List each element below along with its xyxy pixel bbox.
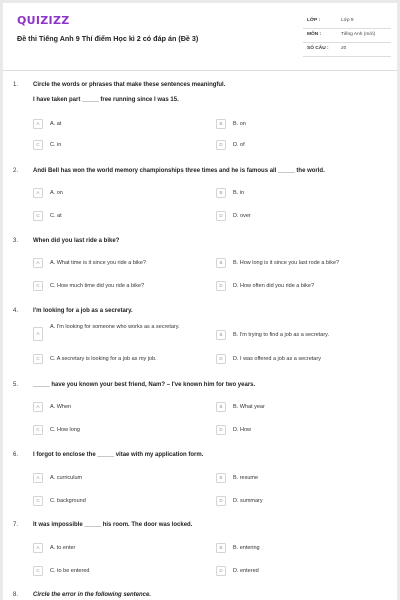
option-d-badge: D <box>216 496 226 506</box>
meta-subject-row <box>303 29 391 43</box>
question-number: 8. <box>13 592 19 598</box>
option-c-text: C. How much time did you ride a bike? <box>50 283 145 289</box>
option-a[interactable] <box>33 188 203 200</box>
option-a-text: A. What time is it since you ride a bike? <box>50 260 146 266</box>
question-text: I forgot to enclose the _____ vitae with my application form. <box>33 452 204 458</box>
option-c-badge: C <box>33 354 43 364</box>
option-d[interactable] <box>216 281 386 293</box>
meta-class-label: LỚP : <box>307 18 321 23</box>
question-number: 2. <box>13 168 19 174</box>
option-b[interactable] <box>216 473 386 485</box>
option-b-badge: B <box>216 330 226 340</box>
quizizz-logo: QUIZIZZ <box>17 14 70 27</box>
option-d-text: D. entered <box>233 568 259 574</box>
option-a[interactable] <box>33 258 203 270</box>
option-c-text: C. background <box>50 498 86 504</box>
meta-subject-value: Tiếng Anh (mới) <box>341 32 376 37</box>
document-title: Đề thi Tiếng Anh 9 Thí điểm Học kì 2 có đáp án (Đề 3) <box>17 34 199 43</box>
option-b-text: B. How long is it since you last rode a bike? <box>233 260 340 266</box>
option-d-badge: D <box>216 566 226 576</box>
option-c[interactable] <box>33 496 203 508</box>
question-text: It was impossible _____ his room. The door was locked. <box>33 522 193 528</box>
option-c-text: C. in <box>50 142 62 148</box>
option-d-badge: D <box>216 140 226 150</box>
option-a-badge: A <box>33 473 43 483</box>
option-d-badge: D <box>216 281 226 291</box>
option-c-text: C. How long <box>50 427 80 433</box>
question-text: Andi Bell has won the world memory championships three times and he is famous all _____ the world. <box>33 168 325 174</box>
option-c[interactable] <box>33 566 203 578</box>
option-a-badge: A <box>33 402 43 412</box>
option-a[interactable] <box>33 473 203 485</box>
option-c-badge: C <box>33 211 43 221</box>
header-divider <box>3 70 397 71</box>
option-a[interactable] <box>33 402 203 414</box>
option-a-text: A. When <box>50 404 72 410</box>
question-text: I'm looking for a job as a secretary. <box>33 308 133 314</box>
option-c[interactable] <box>33 281 203 293</box>
option-a-badge: A <box>33 188 43 198</box>
question-text: _____ have you known your best friend, Nam? – I've known him for two years. <box>33 382 256 388</box>
option-d[interactable] <box>216 566 386 578</box>
option-b-badge: B <box>216 402 226 412</box>
meta-count-label: SỐ CÂU : <box>307 46 329 51</box>
option-c[interactable] <box>33 211 203 223</box>
option-d[interactable] <box>216 425 386 437</box>
meta-subject-label: MÔN : <box>307 32 322 37</box>
option-d-text: D. How <box>233 427 252 433</box>
option-a[interactable] <box>33 543 203 555</box>
question-number: 3. <box>13 238 19 244</box>
option-b-text: B. I'm trying to find a job as a secretary. <box>233 332 330 338</box>
option-d-text: D. of <box>233 142 245 148</box>
question-text: When did you last ride a bike? <box>33 238 120 244</box>
option-c-text: C. at <box>50 213 62 219</box>
option-c-badge: C <box>33 496 43 506</box>
option-b-text: B. on <box>233 121 246 127</box>
question-number: 5. <box>13 382 19 388</box>
option-a-badge: A <box>33 327 43 341</box>
question-stem: I have taken part _____ free running since I was 15. <box>33 97 179 103</box>
option-d[interactable] <box>216 496 386 508</box>
option-a[interactable] <box>33 119 203 131</box>
option-b-badge: B <box>216 119 226 129</box>
option-b-badge: B <box>216 473 226 483</box>
quiz-page <box>3 3 397 600</box>
option-b-badge: B <box>216 258 226 268</box>
option-d-text: D. over <box>233 213 251 219</box>
option-a[interactable] <box>33 324 203 346</box>
option-b-text: B. resume <box>233 475 259 481</box>
meta-count-row <box>303 43 391 57</box>
option-b[interactable] <box>216 258 386 270</box>
meta-class-value: Lớp 9 <box>341 18 354 23</box>
option-d-badge: D <box>216 354 226 364</box>
question-number: 1. <box>13 82 19 88</box>
question-number: 4. <box>13 308 19 314</box>
option-c[interactable] <box>33 425 203 437</box>
question-number: 7. <box>13 522 19 528</box>
option-c-badge: C <box>33 425 43 435</box>
option-d-badge: D <box>216 425 226 435</box>
option-b[interactable] <box>216 330 386 342</box>
question-number: 6. <box>13 452 19 458</box>
meta-count-value: 20 <box>341 46 347 51</box>
option-b-badge: B <box>216 543 226 553</box>
option-a-badge: A <box>33 543 43 553</box>
option-a-text: A. at <box>50 121 62 127</box>
quiz-header <box>3 3 397 65</box>
option-d-text: D. How often did you ride a bike? <box>233 283 315 289</box>
meta-class-row <box>303 15 391 29</box>
option-d-text: D. I was offered a job as a secretary <box>233 356 321 362</box>
option-b[interactable] <box>216 402 386 414</box>
option-a-badge: A <box>33 258 43 268</box>
option-a-badge: A <box>33 119 43 129</box>
option-a-text: A. curriculum <box>50 475 83 481</box>
option-b-text: B. What year <box>233 404 265 410</box>
option-a-text: A. to enter <box>50 545 76 551</box>
option-b-text: B. entering <box>233 545 260 551</box>
option-b[interactable] <box>216 543 386 555</box>
option-d[interactable] <box>216 354 386 366</box>
option-b[interactable] <box>216 188 386 200</box>
option-d-badge: D <box>216 211 226 221</box>
option-c-text: C. A secretary is looking for a job as my job. <box>50 356 157 362</box>
option-c-badge: C <box>33 566 43 576</box>
option-a-text: A. on <box>50 190 63 196</box>
option-c-badge: C <box>33 140 43 150</box>
option-c-text: C. to be entered <box>50 568 90 574</box>
option-d[interactable] <box>216 140 386 152</box>
option-b[interactable] <box>216 119 386 131</box>
option-c[interactable] <box>33 140 203 152</box>
option-c-badge: C <box>33 281 43 291</box>
option-b-text: B. in <box>233 190 245 196</box>
question-instruction: Circle the words or phrases that make these sentences meaningful. <box>33 82 226 88</box>
option-c[interactable] <box>33 354 203 366</box>
question-instruction: Circle the error in the following sentence. <box>33 592 152 598</box>
option-d[interactable] <box>216 211 386 223</box>
option-b-badge: B <box>216 188 226 198</box>
quiz-meta <box>303 15 391 57</box>
option-a-text: A. I'm looking for someone who works as a secretary. <box>50 324 180 330</box>
option-d-text: D. summary <box>233 498 263 504</box>
